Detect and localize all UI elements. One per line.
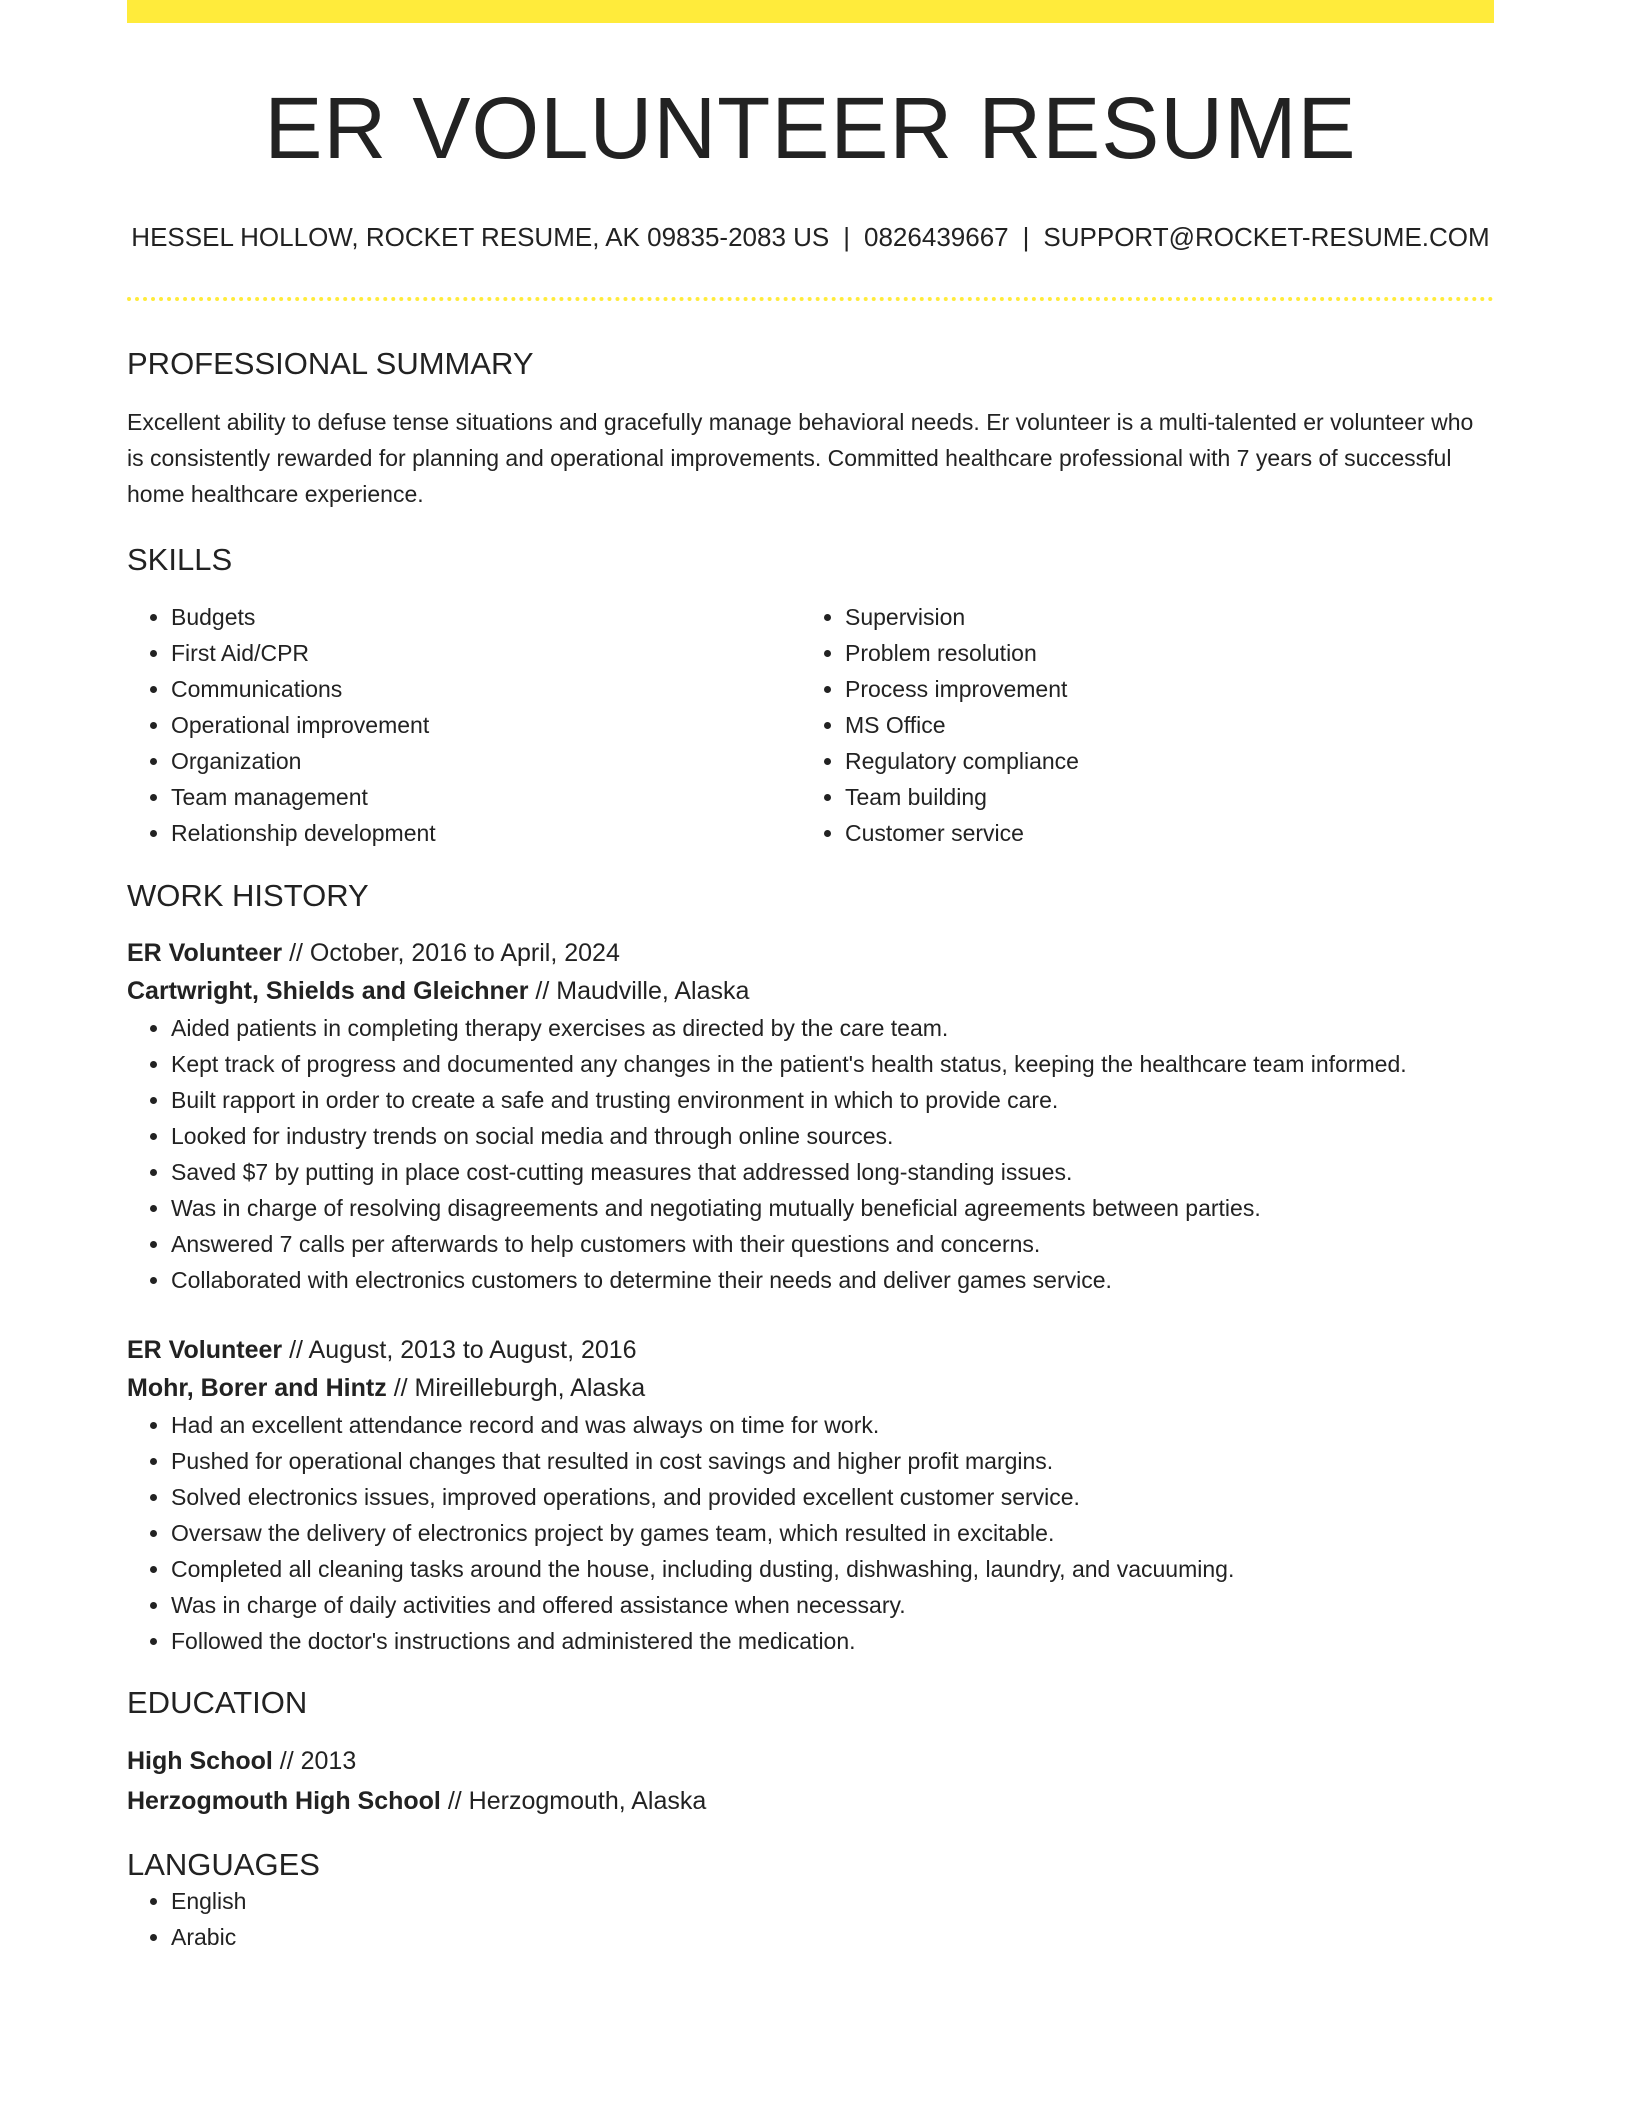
job-company: Cartwright, Shields and Gleichner (127, 976, 529, 1005)
resume-page (127, 0, 1494, 1955)
job-bullet: • Looked for industry trends on social media and through online sources. (171, 1118, 1494, 1154)
section-title-education: EDUCATION (127, 1684, 308, 1720)
job-header (127, 934, 1494, 1010)
skill-item: • Team management (171, 779, 801, 815)
job-role-line (127, 1331, 1494, 1369)
job-role-line (127, 934, 1494, 972)
skill-item: • Process improvement (845, 671, 1475, 707)
skills-column-left (127, 599, 801, 851)
job-bullet-list (127, 1407, 1494, 1659)
skill-item: • Relationship development (171, 815, 801, 851)
header-divider (127, 297, 1494, 301)
job-role: ER Volunteer (127, 938, 283, 967)
contact-address: HESSEL HOLLOW, ROCKET RESUME, AK 09835-2083 US (131, 222, 830, 252)
skill-item: • Operational improvement (171, 707, 801, 743)
education-degree-line (127, 1741, 1494, 1781)
resume-title: ER VOLUNTEER RESUME (264, 80, 1357, 177)
job-role: ER Volunteer (127, 1335, 283, 1364)
skill-item: • Team building (845, 779, 1475, 815)
job-bullet: • Was in charge of daily activities and offered assistance when necessary. (171, 1587, 1494, 1623)
top-accent-bar (127, 0, 1494, 23)
job-bullet: • Followed the doctor's instructions and administered the medication. (171, 1623, 1494, 1659)
section-title-work-history: WORK HISTORY (127, 877, 369, 913)
section-title-languages: LANGUAGES (127, 1846, 320, 1882)
language-item: • English (171, 1883, 1494, 1919)
job-header (127, 1331, 1494, 1407)
education-location: // Herzogmouth, Alaska (447, 1786, 707, 1815)
skills-column-right (801, 599, 1475, 851)
contact-email: SUPPORT@ROCKET-RESUME.COM (1043, 222, 1490, 252)
skill-item: • Communications (171, 671, 801, 707)
education-degree: High School (127, 1746, 273, 1775)
job-bullet: • Collaborated with electronics customers to determine their needs and deliver games service. (171, 1262, 1494, 1298)
job-company-line (127, 1369, 1494, 1407)
job-company-line (127, 972, 1494, 1010)
job-bullet: • Answered 7 calls per afterwards to help customers with their questions and concerns. (171, 1226, 1494, 1262)
job-bullet: • Was in charge of resolving disagreements and negotiating mutually beneficial agreements between parties. (171, 1190, 1494, 1226)
job-bullet: • Pushed for operational changes that resulted in cost savings and higher profit margins. (171, 1443, 1494, 1479)
skill-item: • Supervision (845, 599, 1475, 635)
job-location: // Mireilleburgh, Alaska (393, 1373, 646, 1402)
job-bullet: • Completed all cleaning tasks around the house, including dusting, dishwashing, laundry, and vacuuming. (171, 1551, 1494, 1587)
section-title-skills: SKILLS (127, 542, 233, 578)
skills-list-left (127, 599, 801, 851)
languages-list (127, 1883, 1494, 1955)
skill-item: • MS Office (845, 707, 1475, 743)
skills-grid (127, 599, 1494, 851)
skill-item: • Budgets (171, 599, 801, 635)
skill-item: • First Aid/CPR (171, 635, 801, 671)
job-bullet: • Aided patients in completing therapy exercises as directed by the care team. (171, 1010, 1494, 1046)
skill-item: • Organization (171, 743, 801, 779)
contact-separator: | (843, 222, 851, 252)
education-school: Herzogmouth High School (127, 1786, 441, 1815)
job-bullet: • Built rapport in order to create a safe and trusting environment in which to provide care. (171, 1082, 1494, 1118)
job-bullet: • Kept track of progress and documented any changes in the patient's health status, keeping the healthcare team informed. (171, 1046, 1494, 1082)
contact-line (127, 222, 1494, 253)
summary-text: Excellent ability to defuse tense situations and gracefully manage behavioral needs. Er volunteer is a multi-talented er volunteer who is consistently rewarded for planning and operational improvements. Committed healthcare professional with 7 years of successful home healthcare experience. (127, 409, 1474, 508)
job-location: // Maudville, Alaska (535, 976, 750, 1005)
job-bullet: • Oversaw the delivery of electronics project by games team, which resulted in excitable. (171, 1515, 1494, 1551)
contact-separator: | (1022, 222, 1030, 252)
contact-phone: 0826439667 (864, 222, 1009, 252)
skill-item: • Problem resolution (845, 635, 1475, 671)
education-entry (127, 1741, 1494, 1821)
job-bullet: • Solved electronics issues, improved operations, and provided excellent customer service. (171, 1479, 1494, 1515)
education-school-line (127, 1781, 1494, 1821)
job-dates: // October, 2016 to April, 2024 (289, 938, 620, 967)
job-bullet: • Saved $7 by putting in place cost-cutting measures that addressed long-standing issues. (171, 1154, 1494, 1190)
job-bullet: • Had an excellent attendance record and was always on time for work. (171, 1407, 1494, 1443)
section-title-summary: PROFESSIONAL SUMMARY (127, 346, 534, 382)
job-bullet-list (127, 1010, 1494, 1298)
skill-item: • Regulatory compliance (845, 743, 1475, 779)
job-dates: // August, 2013 to August, 2016 (289, 1335, 637, 1364)
education-year: // 2013 (279, 1746, 357, 1775)
job-company: Mohr, Borer and Hintz (127, 1373, 387, 1402)
skill-item: • Customer service (845, 815, 1475, 851)
skills-list-right (801, 599, 1475, 851)
language-item: • Arabic (171, 1919, 1494, 1955)
